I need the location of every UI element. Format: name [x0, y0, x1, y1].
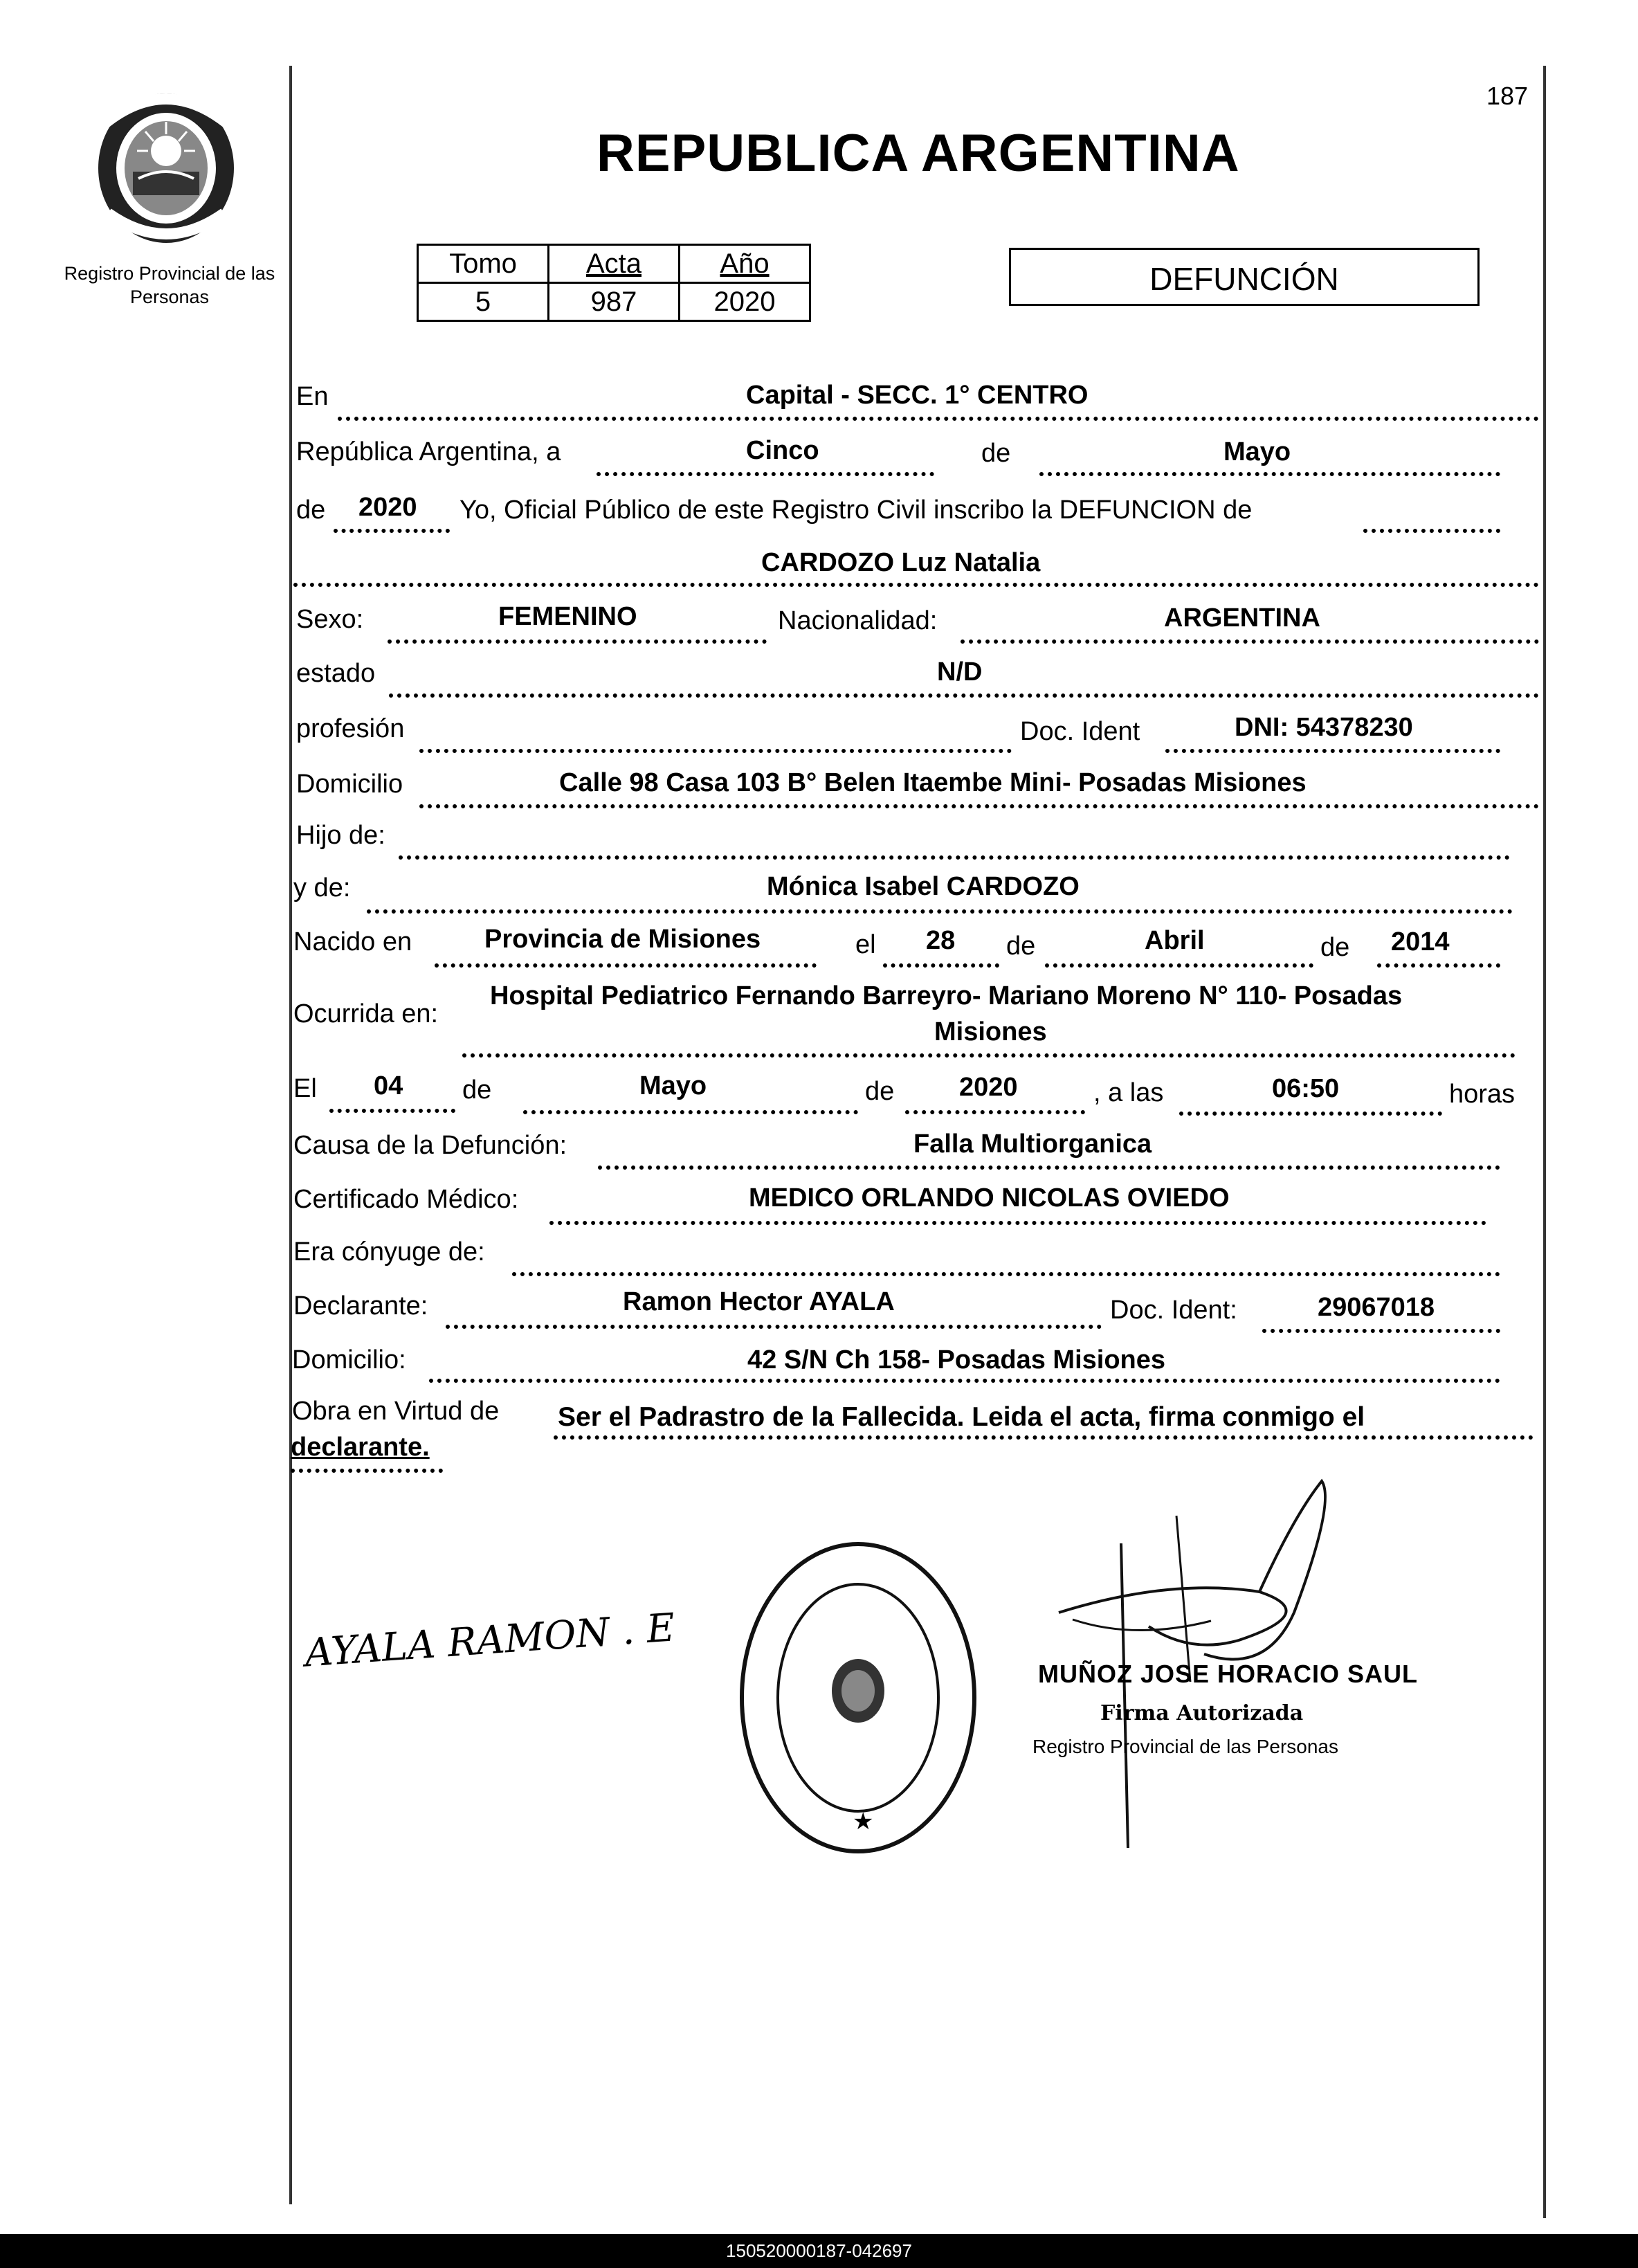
- record-type-box: DEFUNCIÓN: [1009, 248, 1480, 306]
- province-emblem-icon: [90, 82, 242, 248]
- address-value: Calle 98 Casa 103 B° Belen Itaembe Mini- Posadas Misiones: [559, 768, 1307, 797]
- year-value: 2020: [358, 493, 417, 522]
- declarant-address-value: 42 S/N Ch 158- Posadas Misiones: [747, 1345, 1166, 1375]
- dotted-line: [1363, 529, 1500, 533]
- header-tomo: Tomo: [418, 245, 549, 283]
- label-causa: Causa de la Defunción:: [293, 1131, 567, 1160]
- dotted-line: [334, 529, 450, 533]
- reason-line2-value: declarante.: [291, 1433, 430, 1462]
- label-en: En: [296, 382, 329, 411]
- dotted-line: [1045, 963, 1313, 968]
- certificate-value: MEDICO ORLANDO NICOLAS OVIEDO: [749, 1183, 1230, 1213]
- page-number: 187: [1486, 82, 1529, 110]
- birth-place-value: Provincia de Misiones: [484, 925, 761, 954]
- header-acta: Acta: [549, 245, 680, 283]
- label-a-las: , a las: [1093, 1078, 1164, 1107]
- dotted-line: [419, 804, 1539, 808]
- dotted-line: [1377, 963, 1500, 968]
- death-year-value: 2020: [959, 1073, 1018, 1102]
- label-de: de: [981, 439, 1011, 468]
- value-tomo: 5: [418, 283, 549, 321]
- death-place-line2-value: Misiones: [934, 1017, 1047, 1046]
- death-place-line1-value: Hospital Pediatrico Fernando Barreyro- Mariano Moreno N° 110- Posadas: [490, 981, 1403, 1010]
- dotted-line: [399, 855, 1510, 860]
- death-day-value: 04: [374, 1071, 403, 1100]
- label-obra: Obra en Virtud de: [292, 1397, 500, 1426]
- dotted-line: [1179, 1112, 1442, 1116]
- value-acta: 987: [549, 283, 680, 321]
- document-id-value: DNI: 54378230: [1235, 713, 1413, 742]
- dotted-line: [419, 749, 1012, 753]
- place-value: Capital - SECC. 1° CENTRO: [746, 381, 1089, 410]
- label-y-de: y de:: [293, 873, 351, 902]
- registry-name: Registro Provincial de las Personas: [64, 263, 275, 307]
- death-time-value: 06:50: [1272, 1074, 1340, 1103]
- dotted-line: [905, 1110, 1085, 1114]
- mother-value: Mónica Isabel CARDOZO: [767, 872, 1080, 901]
- nationality-value: ARGENTINA: [1164, 604, 1320, 633]
- label-doc-ident: Doc. Ident: [1020, 717, 1140, 746]
- label-horas: horas: [1449, 1080, 1516, 1109]
- sex-value: FEMENINO: [498, 602, 637, 631]
- declarant-doc-value: 29067018: [1318, 1293, 1435, 1322]
- reason-line1-value: Ser el Padrastro de la Fallecida. Leida el acta, firma conmigo el: [558, 1402, 1365, 1432]
- day-word-value: Cinco: [746, 436, 819, 465]
- label-de-death-year: de: [865, 1077, 895, 1106]
- dotted-line: [338, 417, 1539, 421]
- dotted-line: [367, 909, 1513, 914]
- label-domicilio-declarant: Domicilio:: [292, 1345, 406, 1375]
- dotted-line: [523, 1110, 858, 1114]
- record-table: [417, 244, 811, 322]
- deceased-name-value: CARDOZO Luz Natalia: [761, 548, 1041, 577]
- page-title: REPUBLICA ARGENTINA: [597, 124, 1240, 183]
- dotted-line: [291, 1469, 443, 1473]
- birth-day-value: 28: [926, 926, 956, 955]
- dotted-line: [293, 583, 1539, 587]
- barcode-footer: 150520000187-042697: [0, 2234, 1638, 2268]
- dotted-line: [883, 963, 999, 968]
- birth-month-value: Abril: [1145, 926, 1205, 955]
- label-de-year: de: [296, 496, 326, 525]
- label-de-birth-month: de: [1006, 932, 1036, 961]
- official-department: Registro Provincial de las Personas: [1032, 1736, 1338, 1757]
- label-estado: estado: [296, 659, 376, 688]
- civil-status-value: N/D: [937, 657, 983, 687]
- dotted-line: [512, 1272, 1500, 1276]
- table-row: [418, 283, 810, 321]
- right-margin-line: [1543, 66, 1546, 2218]
- dotted-line: [429, 1379, 1500, 1383]
- label-republica: República Argentina, a: [296, 437, 561, 466]
- header-ano: Año: [680, 245, 810, 283]
- dotted-line: [554, 1435, 1534, 1440]
- label-sexo: Sexo:: [296, 605, 364, 634]
- label-nacionalidad: Nacionalidad:: [778, 606, 938, 635]
- dotted-line: [389, 693, 1539, 698]
- official-role: Firma Autorizada: [1100, 1701, 1304, 1725]
- label-el-lower: el: [855, 930, 876, 959]
- death-month-value: Mayo: [639, 1071, 707, 1100]
- label-profesion: profesión: [296, 714, 405, 743]
- dotted-line: [388, 639, 767, 644]
- official-name: MUÑOZ JOSE HORACIO SAUL: [1038, 1660, 1419, 1688]
- dotted-line: [462, 1053, 1516, 1058]
- table-row: [418, 245, 810, 283]
- label-nacido-en: Nacido en: [293, 927, 412, 956]
- left-margin-line: [289, 66, 292, 2204]
- dotted-line: [446, 1325, 1102, 1329]
- svg-text:★: ★: [853, 1808, 874, 1835]
- label-declarante: Declarante:: [293, 1291, 428, 1321]
- label-ocurrida-en: Ocurrida en:: [293, 999, 439, 1028]
- label-de-death-month: de: [462, 1076, 492, 1105]
- dotted-line: [1262, 1329, 1500, 1333]
- dotted-line: [329, 1109, 455, 1113]
- label-yo: Yo, Oficial Público de este Registro Civil inscribo la DEFUNCION de: [459, 496, 1253, 525]
- label-de-birth-year: de: [1320, 933, 1350, 962]
- dotted-line: [598, 1165, 1500, 1170]
- dotted-line: [549, 1221, 1486, 1225]
- declarant-signature: AYALA RAMON . E: [303, 1605, 677, 1676]
- dotted-line: [435, 963, 817, 968]
- declarant-value: Ramon Hector AYALA: [623, 1287, 895, 1316]
- dotted-line: [961, 639, 1539, 644]
- official-stamp-icon: [734, 1535, 983, 1860]
- dotted-line: [597, 472, 934, 476]
- birth-year-value: 2014: [1391, 927, 1450, 956]
- month-word-value: Mayo: [1223, 437, 1291, 466]
- cause-value: Falla Multiorganica: [913, 1130, 1152, 1159]
- value-ano: 2020: [680, 283, 810, 321]
- label-domicilio: Domicilio: [296, 770, 403, 799]
- label-doc-ident-declarant: Doc. Ident:: [1110, 1296, 1237, 1325]
- label-certificado: Certificado Médico:: [293, 1185, 519, 1214]
- dotted-line: [1165, 749, 1500, 753]
- label-el: El: [293, 1074, 317, 1103]
- label-hijo-de: Hijo de:: [296, 821, 385, 850]
- dotted-line: [1039, 472, 1500, 476]
- label-conyuge: Era cónyuge de:: [293, 1237, 485, 1267]
